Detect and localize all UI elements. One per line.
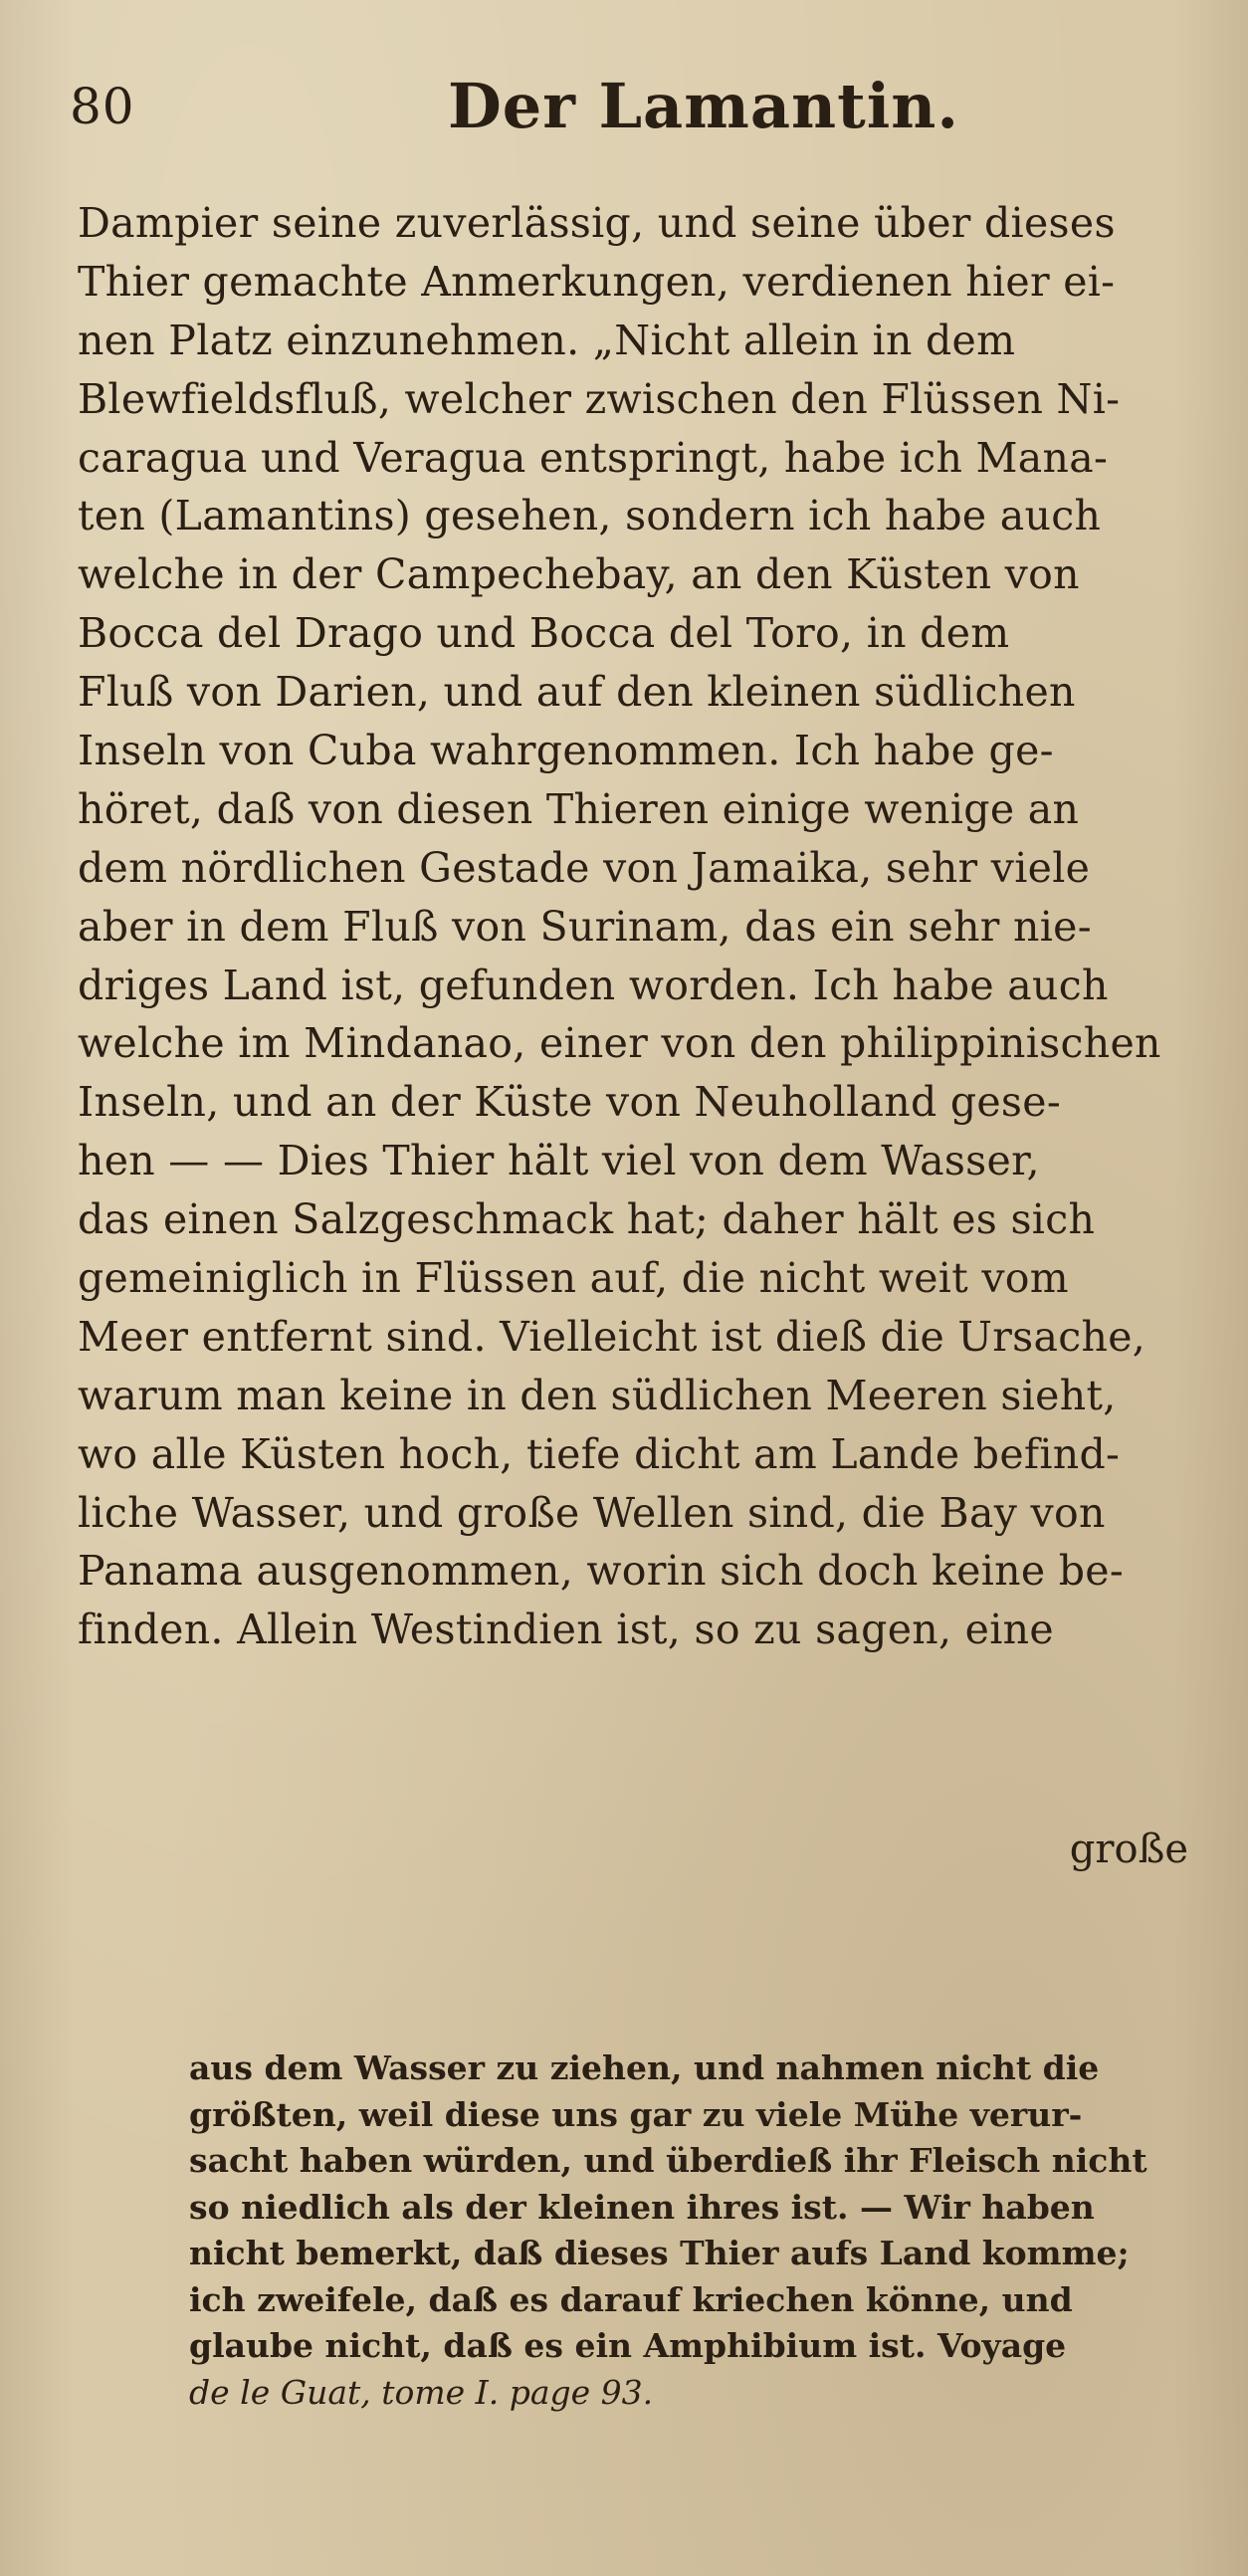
footnote-line: nicht bemerkt, daß dieses Thier aufs Land komme;: [189, 2234, 1130, 2272]
footnote-line: so niedlich als der kleinen ihres ist. — Wir haben: [189, 2187, 1095, 2227]
page-number: 80: [70, 78, 135, 135]
footnote-citation: de le Guat, tome I. page 93.: [189, 2372, 654, 2412]
footnote-line: ich zweifele, daß es darauf kriechen könne, und: [189, 2279, 1073, 2319]
footnote-line: größten, weil diese uns gar zu viele Mühe verur-: [189, 2094, 1083, 2134]
text-line: Thier gemachte Anmerkungen, verdienen hier ei-: [78, 257, 1116, 306]
text-line: finden. Allein Westindien ist, so zu sagen, eine: [78, 1606, 1054, 1654]
text-line: hen — — Dies Thier hält viel von dem Wasser,: [78, 1137, 1040, 1185]
text-line: ten (Lamantins) gesehen, sondern ich habe auch: [78, 492, 1102, 540]
footnote-block: [189, 2045, 1194, 2416]
text-line: wo alle Küsten hoch, tiefe dicht am Lande befind-: [78, 1429, 1121, 1478]
text-line: Fluß von Darien, und auf den kleinen südlichen: [78, 668, 1076, 717]
text-line: driges Land ist, gefunden worden. Ich habe auch: [78, 961, 1109, 1009]
text-line: Inseln, und an der Küste von Neuholland gese-: [78, 1078, 1061, 1127]
catchword: große: [1069, 1826, 1188, 1872]
footnote-line: glaube nicht, daß es ein Amphibium ist. Voyage: [189, 2326, 1067, 2365]
main-text-block: [78, 194, 1182, 1659]
footnote-line: aus dem Wasser zu ziehen, und nahmen nicht die: [189, 2048, 1100, 2087]
text-line: Inseln von Cuba wahrgenommen. Ich habe ge-: [78, 727, 1054, 775]
text-line: welche im Mindanao, einer von den philippinischen: [78, 1019, 1161, 1068]
running-head: Der Lamantin.: [448, 70, 959, 142]
text-line: Dampier seine zuverlässig, und seine über dieses: [78, 199, 1116, 247]
text-line: Blewfieldsfluß, welcher zwischen den Flüssen Ni-: [78, 374, 1121, 423]
text-line: Panama ausgenommen, worin sich doch keine be-: [78, 1547, 1124, 1596]
text-line: gemeiniglich in Flüssen auf, die nicht weit vom: [78, 1254, 1069, 1303]
text-line: Bocca del Drago und Bocca del Toro, in dem: [78, 609, 1010, 658]
page-header: [60, 70, 1194, 149]
text-line: Meer entfernt sind. Vielleicht ist dieß die Ursache,: [78, 1312, 1146, 1361]
text-line: höret, daß von diesen Thieren einige wenige an: [78, 784, 1080, 833]
text-line: caragua und Veragua entspringt, habe ich Mana-: [78, 433, 1109, 482]
text-line: dem nördlichen Gestade von Jamaika, sehr viele: [78, 843, 1091, 892]
footnote-line: sacht haben würden, und überdieß ihr Fleisch nicht: [189, 2141, 1147, 2180]
text-line: nen Platz einzunehmen. „Nicht allein in dem: [78, 316, 1016, 364]
text-line: aber in dem Fluß von Surinam, das ein sehr nie-: [78, 902, 1092, 951]
text-line: welche in der Campechebay, an den Küsten von: [78, 550, 1080, 599]
text-line: das einen Salzgeschmack hat; daher hält es sich: [78, 1195, 1096, 1244]
text-line: liche Wasser, und große Wellen sind, die Bay von: [78, 1488, 1106, 1537]
text-line: warum man keine in den südlichen Meeren sieht,: [78, 1371, 1117, 1419]
